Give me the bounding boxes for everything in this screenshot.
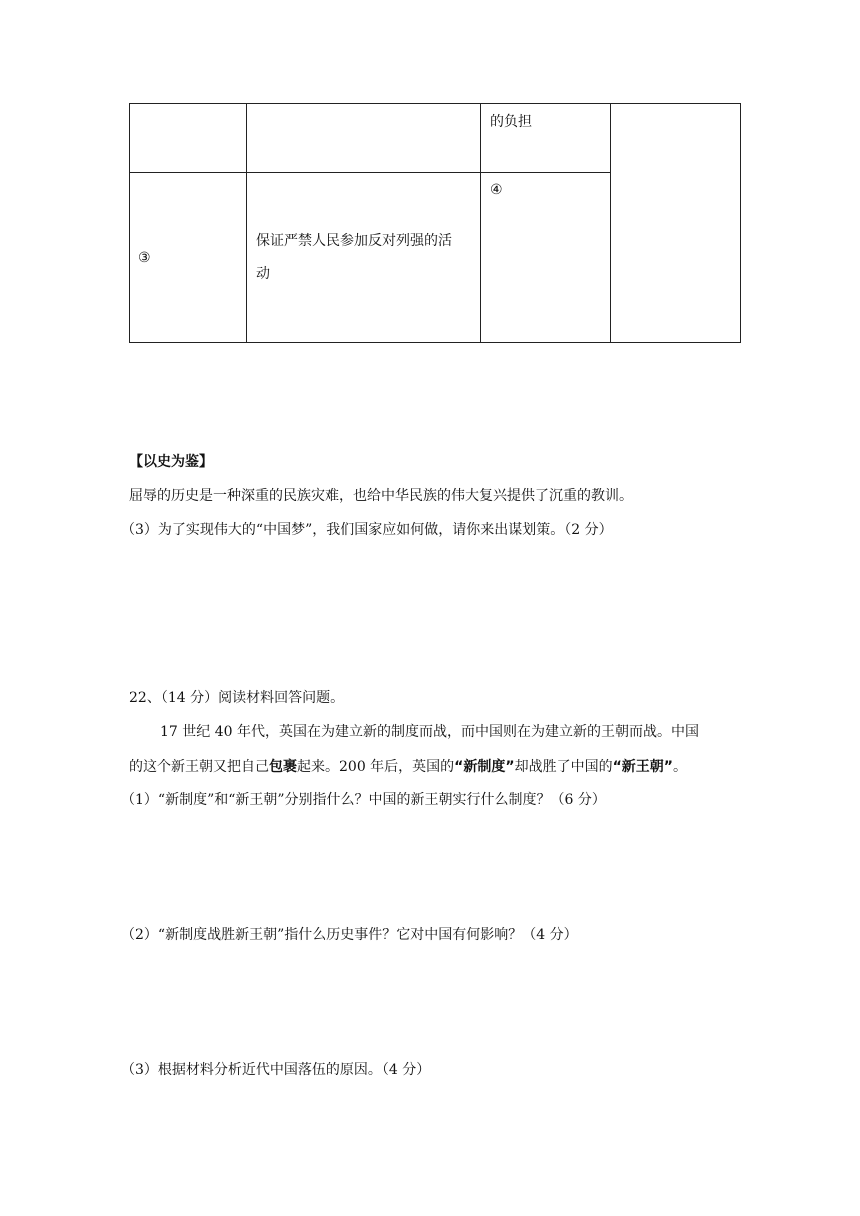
table-cell-clause-line1: 保证严禁人民参加反对列强的活 — [256, 233, 452, 249]
material-text-a: 的这个新王朝又把自己 — [129, 759, 269, 775]
material-text-c: 起来。200 年后，英国的 — [297, 759, 455, 775]
sub-question-3: （3）根据材料分析近代中国落伍的原因。（4 分） — [121, 1062, 431, 1078]
material-text-g: 。 — [672, 759, 687, 775]
table-line-col2 — [480, 103, 481, 343]
table-cell-marker-4: ④ — [490, 182, 503, 198]
table-line-top — [129, 103, 741, 104]
table-line-mid — [129, 172, 611, 173]
table-line-col3 — [610, 103, 611, 343]
section-title: 【以史为鉴】 — [129, 454, 213, 470]
material-keyword-wrap: 包裹 — [269, 759, 297, 775]
material-line-2 — [129, 757, 687, 777]
table-line-left — [129, 103, 130, 343]
table-cell-burden: 的负担 — [490, 114, 532, 130]
sub-question-1: （1）“新制度”和“新王朝”分别指什么？中国的新王朝实行什么制度？（6 分） — [121, 792, 606, 808]
table-cell-marker-3: ③ — [138, 250, 151, 266]
table-cell-clause-line2: 动 — [256, 266, 270, 282]
table-line-right — [740, 103, 741, 343]
material-line-1: 17 世纪 40 年代，英国在为建立新的制度而战，而中国则在为建立新的王朝而战。中国 — [160, 724, 699, 740]
material-keyword-new-dynasty: “新王朝” — [612, 759, 673, 775]
question-22-header: 22、（14 分）阅读材料回答问题。 — [129, 690, 345, 706]
table-line-col1 — [246, 103, 247, 343]
question-3: （3）为了实现伟大的“中国梦”，我们国家应如何做，请你来出谋划策。（2 分） — [121, 522, 613, 538]
material-text-e: 却战胜了中国的 — [514, 759, 613, 775]
section-intro: 屈辱的历史是一种深重的民族灾难，也给中华民族的伟大复兴提供了沉重的教训。 — [129, 488, 633, 504]
table-line-bottom — [129, 342, 741, 343]
sub-question-2: （2）“新制度战胜新王朝”指什么历史事件？它对中国有何影响？（4 分） — [121, 927, 578, 943]
material-keyword-new-system: “新制度” — [454, 759, 515, 775]
